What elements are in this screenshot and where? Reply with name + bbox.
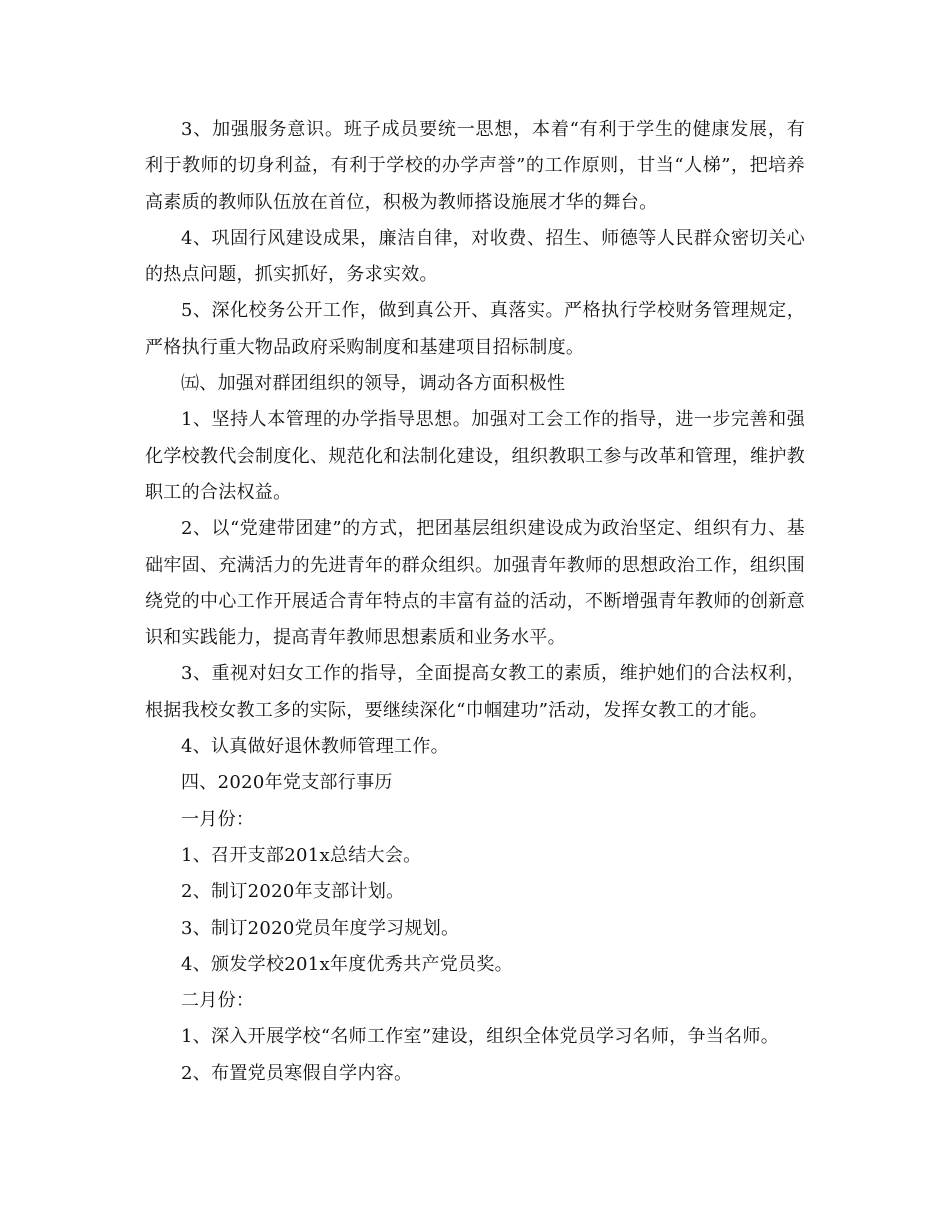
section-heading-calendar: 四、2020年党支部行事历 (181, 772, 393, 794)
section-heading-mass-organizations: ㈤、加强对群团组织的领导，调动各方面积极性 (181, 373, 566, 395)
paragraph-people-oriented-management: 1、坚持人本管理的办学指导思想。加强对工会工作的指导，进一步完善和强化学校教代会制度化、规范化和法制化建设，组织教职工参与改革和管理，维护教职工的合法权益。 (145, 409, 805, 503)
list-item-january-4: 4、颁发学校201x年度优秀共产党员奖。 (181, 953, 513, 975)
paragraph-service-awareness: 3、加强服务意识。班子成员要统一思想，本着“有利于学生的健康发展，有利于教师的切身利益，有利于学校的办学声誉”的工作原则，甘当“人梯”，把培养高素质的教师队伍放在首位，积极为教师搭设施展才华的舞台。 (145, 119, 805, 213)
paragraph-retired-teachers: 4、认真做好退休教师管理工作。 (181, 736, 449, 758)
month-heading-january: 一月份： (181, 808, 255, 830)
month-heading-february: 二月份： (181, 990, 255, 1012)
list-item-february-1: 1、深入开展学校“名师工作室”建设，组织全体党员学习名师，争当名师。 (181, 1026, 780, 1048)
list-item-january-1: 1、召开支部201x总结大会。 (181, 844, 422, 866)
paragraph-school-affairs-openness: 5、深化校务公开工作，做到真公开、真落实。严格执行学校财务管理规定，严格执行重大物品政府采购制度和基建项目招标制度。 (145, 300, 805, 358)
paragraph-conduct-building: 4、巩固行风建设成果，廉洁自律，对收费、招生、师德等人民群众密切关心的热点问题，抓实抓好，务求实效。 (145, 227, 805, 286)
paragraph-party-youth-league: 2、以“党建带团建”的方式，把团基层组织建设成为政治坚定、组织有力、基础牢固、充满活力的先进青年的群众组织。加强青年教师的思想政治工作，组织围绕党的中心工作开展适合青年特点的丰富有益的活动，不断增强青年教师的创新意识和实践能力，提高青年教师思想素质和业务水平。 (145, 518, 805, 649)
document-body (145, 112, 805, 1092)
list-item-january-3: 3、制订2020党员年度学习规划。 (181, 917, 460, 939)
list-item-february-2: 2、布置党员寒假自学内容。 (181, 1062, 413, 1084)
paragraph-women-work: 3、重视对妇女工作的指导，全面提高女教工的素质，维护她们的合法权利，根据我校女教工多的实际，要继续深化“巾帼建功”活动，发挥女教工的才能。 (145, 663, 805, 721)
list-item-january-2: 2、制订2020年支部计划。 (181, 881, 405, 903)
